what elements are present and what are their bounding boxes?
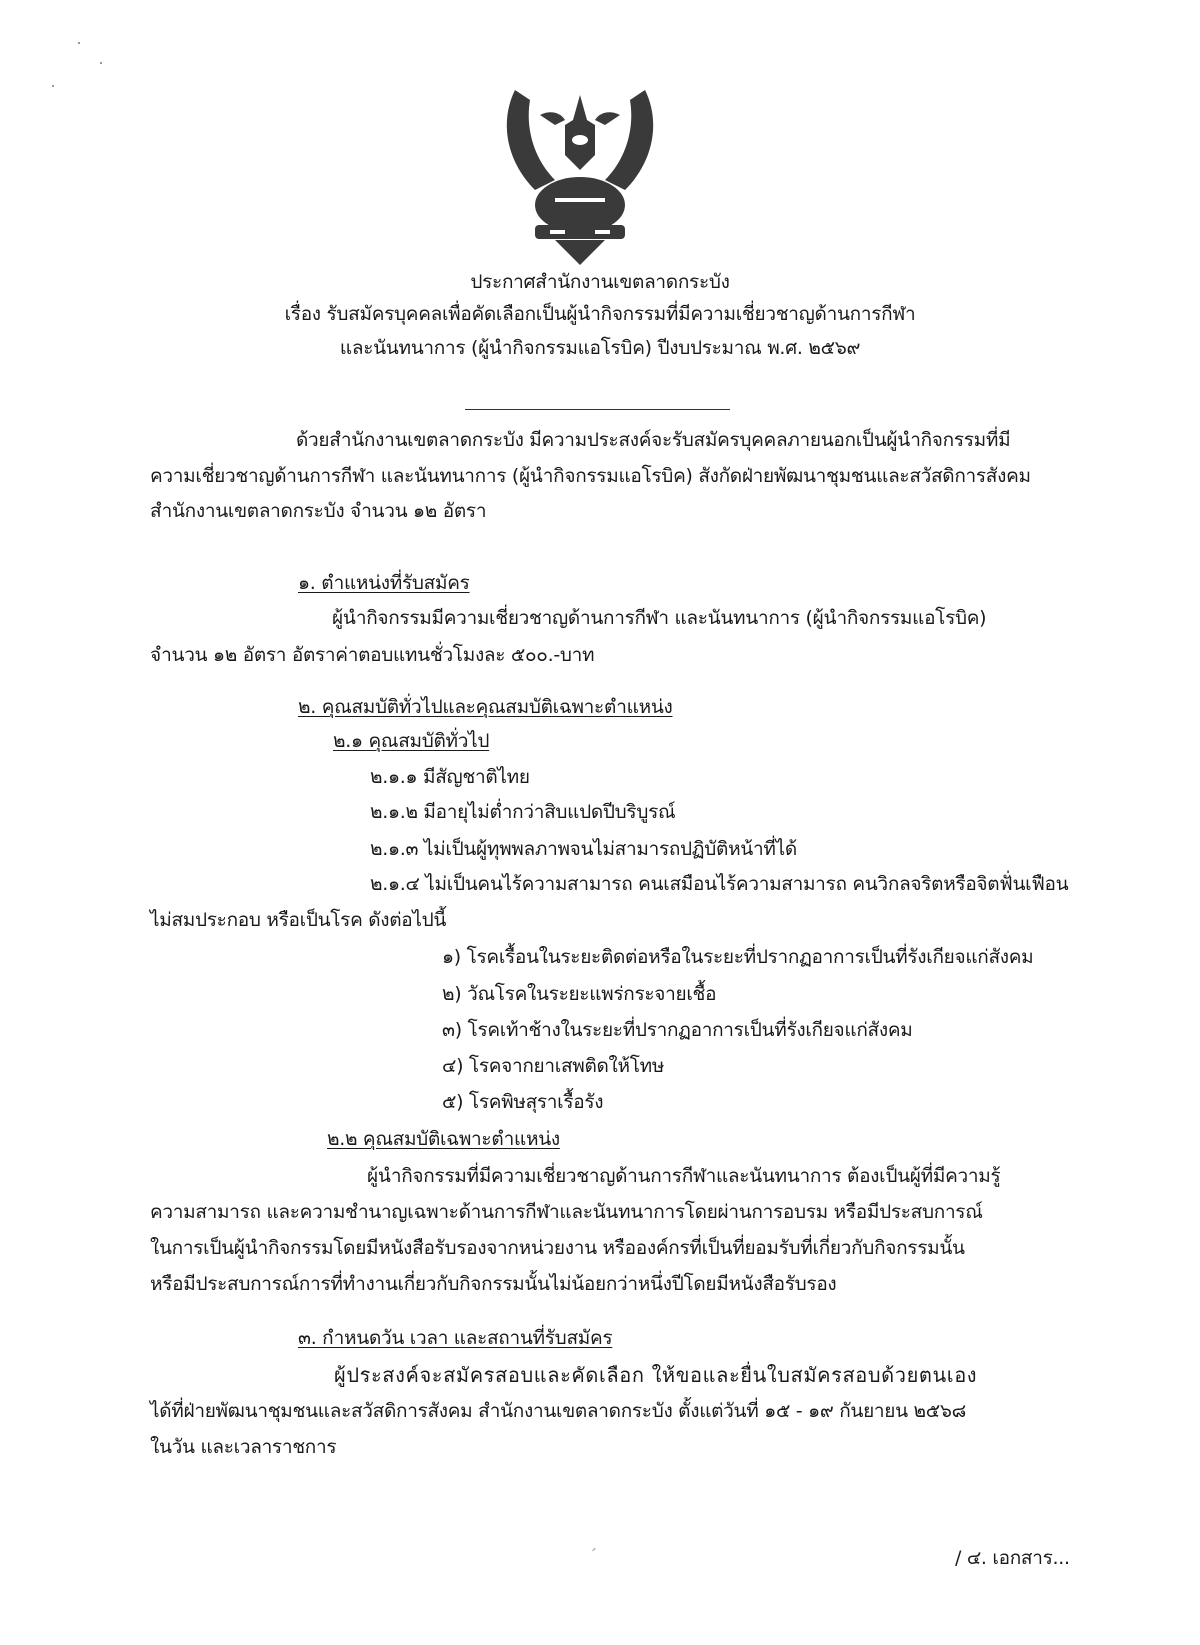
disease-item: ๑) โรคเรื้อนในระยะติดต่อหรือในระยะที่ปรากฏอาการเป็นที่รังเกียจแก่สังคม [442, 946, 1034, 968]
section-3-line: ได้ที่ฝ่ายพัฒนาชุมชนและสวัสดิการสังคม สำนักงานเขตลาดกระบัง ตั้งแต่วันที่ ๑๕ - ๑๙ กันยายน ๒๕๖๘ [150, 1400, 966, 1422]
section-1-line-1: ผู้นำกิจกรรมมีความเชี่ยวชาญด้านการกีฬา และนันทนาการ (ผู้นำกิจกรรมแอโรบิค) [332, 607, 987, 629]
qualification-item-continued: ไม่สมประกอบ หรือเป็นโรค ดังต่อไปนี้ [150, 909, 447, 931]
specific-qualification-line: ความสามารถ และความชำนาญเฉพาะด้านการกีฬาและนันทนาการโดยผ่านการอบรม หรือมีประสบการณ์ [150, 1201, 983, 1223]
continuation-note: / ๔. เอกสาร... [955, 1547, 1070, 1569]
disease-item: ๒) วัณโรคในระยะแพร่กระจายเชื้อ [442, 983, 717, 1005]
intro-line-1: ด้วยสำนักงานเขตลาดกระบัง มีความประสงค์จะรับสมัครบุคคลภายนอกเป็นผู้นำกิจกรรมที่มี [296, 429, 1011, 451]
scan-artifact [52, 85, 54, 87]
section-2-heading: ๒. คุณสมบัติทั่วไปและคุณสมบัติเฉพาะตำแหน่ง [298, 696, 673, 718]
intro-line-3: สำนักงานเขตลาดกระบัง จำนวน ๑๒ อัตรา [150, 500, 487, 522]
section-2-1-heading: ๒.๑ คุณสมบัติทั่วไป [333, 730, 490, 752]
section-1-heading: ๑. ตำแหน่งที่รับสมัคร [298, 572, 470, 594]
subject-line-2: และนันทนาการ (ผู้นำกิจกรรมแอโรบิค) ปีงบประมาณ พ.ศ. ๒๕๖๙ [339, 337, 861, 359]
title-divider [465, 409, 730, 410]
section-2-2-heading: ๒.๒ คุณสมบัติเฉพาะตำแหน่ง [327, 1128, 560, 1150]
section-3-line: ผู้ประสงค์จะสมัครสอบและคัดเลือก ให้ขอและยื่นใบสมัครสอบด้วยตนเอง [334, 1363, 978, 1387]
disease-item: ๕) โรคพิษสุราเรื้อรัง [442, 1091, 604, 1113]
section-3-line: ในวัน และเวลาราชการ [150, 1436, 337, 1458]
garuda-emblem-icon [495, 80, 665, 265]
scan-artifact [100, 62, 102, 64]
section-3-heading: ๓. กำหนดวัน เวลา และสถานที่รับสมัคร [298, 1327, 613, 1349]
document-title: ประกาศสำนักงานเขตลาดกระบัง [470, 271, 730, 293]
qualification-item: ๒.๑.๔ ไม่เป็นคนไร้ความสามารถ คนเสมือนไร้ความสามารถ คนวิกลจริตหรือจิตฟั่นเฟือน [370, 873, 1069, 895]
specific-qualification-line: ผู้นำกิจกรรมที่มีความเชี่ยวชาญด้านการกีฬาและนันทนาการ ต้องเป็นผู้ที่มีความรู้ [367, 1165, 1001, 1187]
disease-item: ๓) โรคเท้าช้างในระยะที่ปรากฏอาการเป็นที่รังเกียจแก่สังคม [442, 1019, 913, 1041]
intro-line-2: ความเชี่ยวชาญด้านการกีฬา และนันทนาการ (ผู้นำกิจกรรมแอโรบิค) สังกัดฝ่ายพัฒนาชุมชนและสวัสดิการสังคม [150, 465, 1031, 487]
specific-qualification-line: หรือมีประสบการณ์การที่ทำงานเกี่ยวกับกิจกรรมนั้นไม่น้อยกว่าหนึ่งปีโดยมีหนังสือรับรอง [150, 1273, 837, 1295]
scan-artifact [78, 42, 80, 44]
disease-item: ๔) โรคจากยาเสพติดให้โทษ [442, 1055, 665, 1077]
scan-artifact [592, 1548, 596, 1552]
qualification-item: ๒.๑.๒ มีอายุไม่ต่ำกว่าสิบแปดปีบริบูรณ์ [370, 801, 676, 823]
qualification-item: ๒.๑.๓ ไม่เป็นผู้ทุพพลภาพจนไม่สามารถปฏิบัติหน้าที่ได้ [370, 838, 797, 860]
qualification-item: ๒.๑.๑ มีสัญชาติไทย [370, 766, 530, 788]
section-1-line-2: จำนวน ๑๒ อัตรา อัตราค่าตอบแทนชั่วโมงละ ๕๐๐.-บาท [150, 644, 595, 666]
subject-line-1: เรื่อง รับสมัครบุคคลเพื่อคัดเลือกเป็นผู้นำกิจกรรมที่มีความเชี่ยวชาญด้านการกีฬา [284, 303, 916, 325]
specific-qualification-line: ในการเป็นผู้นำกิจกรรมโดยมีหนังสือรับรองจากหน่วยงาน หรือองค์กรที่เป็นที่ยอมรับที่เกี่ยวกับกิจกรรมนั้น [150, 1237, 965, 1259]
